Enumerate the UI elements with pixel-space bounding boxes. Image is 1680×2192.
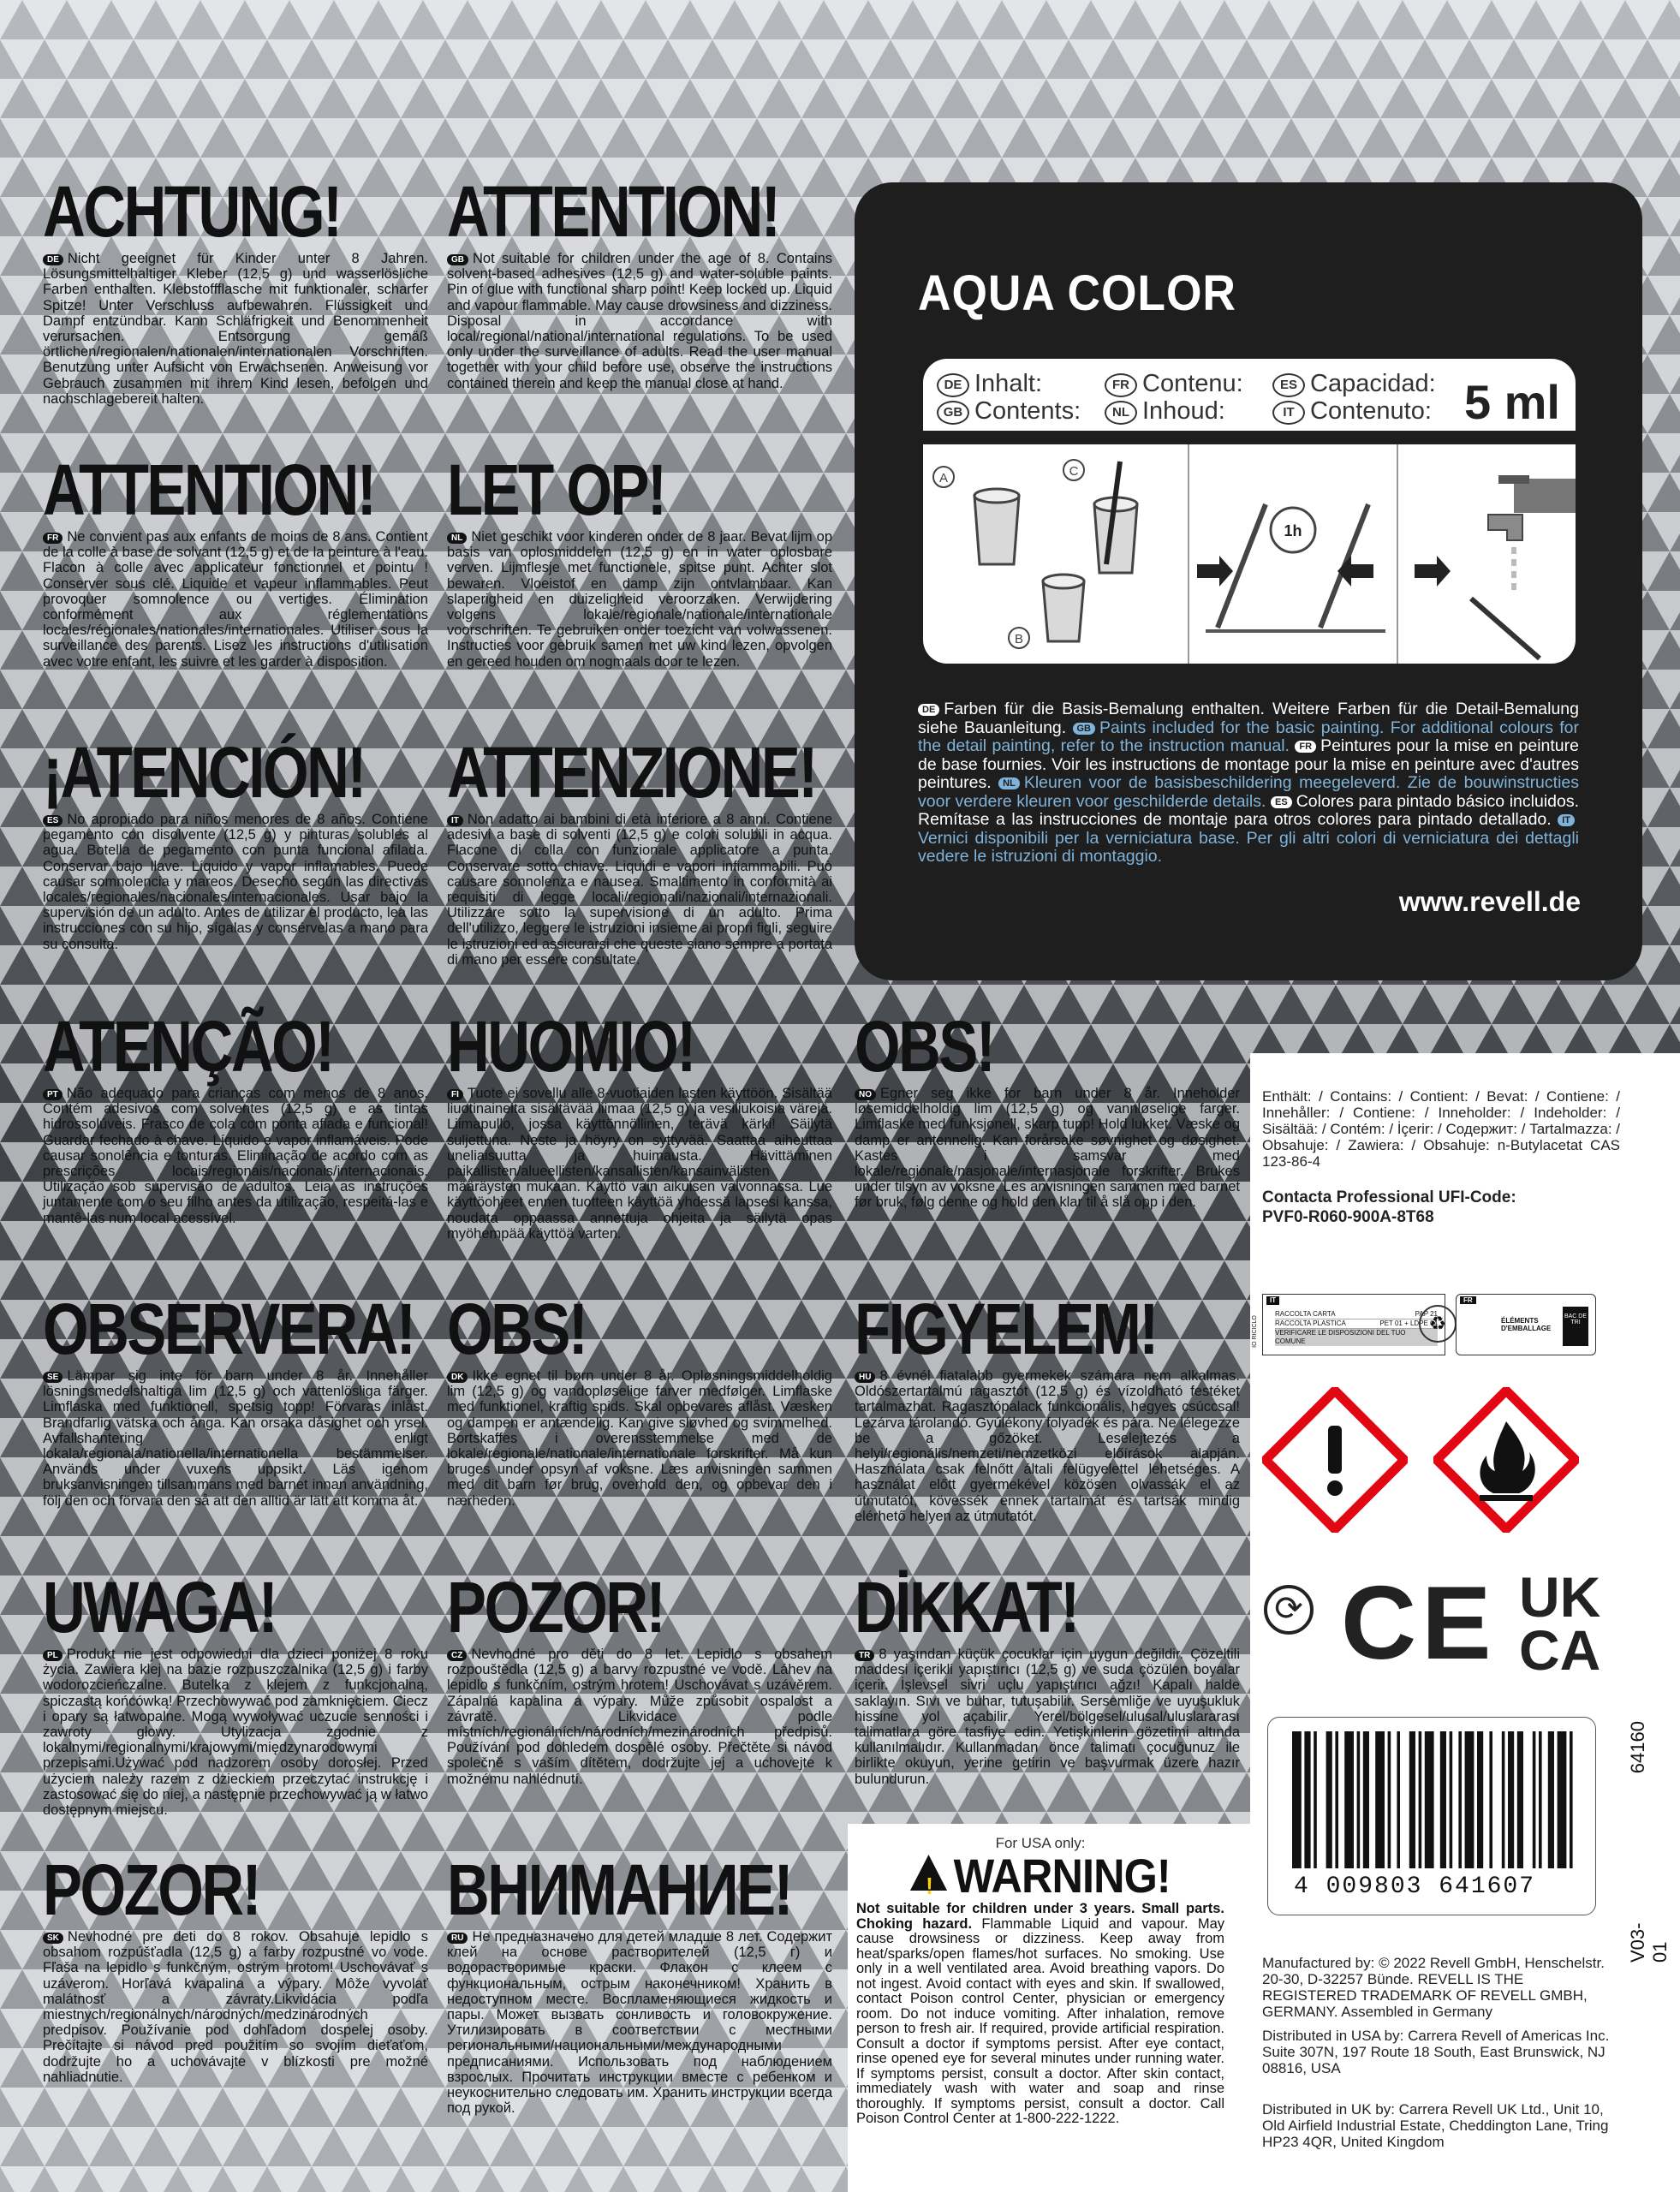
warning-block-dk xyxy=(447,1289,832,1509)
warning-text xyxy=(43,251,428,407)
warning-body: Tuote ei sovellu alle 8-vuotiaiden lasten käyttöön. Sisältää liuotinaineita sisältävää liimaa (12,5 g) ja vesiliukoisia värejä. Liimapullo, jossa käyttönnöllinen, terävä kärki! Säilytä suljettuna. Neste ja höyry on syttyvää. Saattaa aiheuttaa uneliaisuutta ja huimausta. Hävittäminen paikallisten/alueellisten/kansallisten/kansainvälisten määräysten mukaan. Käyttö vain aikuisen valvonnassa. Lue käyttöohjeet ennen tuotteen käyttöä yhdessä lapsesi kanssa, noudata oppaassa annettuja ohjeita ja säilytä opas myöhempää käyttöä varten. xyxy=(447,1086,832,1242)
manufacturer-info: Manufactured by: © 2022 Revell GmbH, Henschelstr. 20-30, D-32257 Bünde. REVELL IS THE REGISTERED TRADEMARK OF REVELL GMBH, GERMANY. Assembled in Germany xyxy=(1262,1955,1605,2020)
language-badge: DE xyxy=(43,254,63,265)
contents-label-fr: FR Contenu: xyxy=(1105,371,1243,397)
language-badge: RU xyxy=(447,1933,468,1944)
distributor-usa: Distributed in USA by: Carrera Revell of Americas Inc. Suite 307N, 197 Route 18 South, East Brunswick, NJ 08816, USA xyxy=(1262,2028,1610,2076)
warning-text xyxy=(447,251,832,391)
warning-block-fi xyxy=(447,1006,832,1242)
warning-body: Non adatto ai bambini di età inferiore a 8 anni. Contiene adesivi a base di solventi (12,5 g) e colori solubili in acqua. Flacone di colla con funzionale applicatore a punta. Conservare sotto chiave. Liquidi e vapori infiammabili. Può causare sonnolenza e nausea. Smaltimento in conformità ai requisiti di legge locali/regionali/nazionali/internazionali. Utilizzare sotto la supervisione di un adulto. Prima dell'utilizzo, leggere le istruzioni insieme ai propri figli, seguire le istruzioni ed assicurarsi che queste siano sempre a portata di mano per essere consultate. xyxy=(447,812,832,968)
warning-body: Nevhodné pro děti do 8 let. Lepidlo s obsahem rozpouštědla (12,5 g) a barvy rozpustné ve vodě. Láhev na lepidlo s funkčním, ostrým hrotem! Uschovávat s uzávěrem. Zápalná kapalina a výpary. Může způsobit ospalost a závratě. Likvidace podle místních/regionálních/národních/mezinárodních předpisů. Používání pod dohledem dospělé osoby. Přečtěte si návod společně s vaším dítětem, dodržujte jej a uchovejte k možnému nahlédnutí. xyxy=(447,1647,832,1787)
warning-text xyxy=(855,1368,1240,1524)
warning-title: ACHTUNG! xyxy=(43,171,341,252)
warning-text xyxy=(43,812,428,952)
ce-mark: CE xyxy=(1341,1564,1497,1681)
language-badge: CZ xyxy=(447,1650,467,1661)
warning-text xyxy=(43,1368,428,1509)
warning-text xyxy=(447,812,832,968)
language-badge: NL xyxy=(447,533,467,544)
warning-block-nl xyxy=(447,450,832,670)
green-dot-icon: ⟳ xyxy=(1264,1585,1314,1635)
warning-title: OBS! xyxy=(855,1006,994,1087)
ufi-label: Contacta Professional UFI-Code: xyxy=(1262,1188,1516,1206)
ghs-flame-icon xyxy=(1433,1387,1579,1533)
warning-text xyxy=(43,1086,428,1226)
language-badge: IT xyxy=(447,815,463,826)
warning-title: OBSERVERA! xyxy=(43,1289,414,1369)
warning-body: 8 yaşından küçük çocuklar için uygun değildir. Çözeltili maddesi içerikli yapıştırıcı (12,5 g) ve suda çözülen boyalar içerir. İşlevsel sivri uçlu yapıştırıcı ağzı! Kapalı halde saklayın. Sıvı ve buhar, tutuşabilir. Sersemliğe ve uyuşukluk hissine yol açabilir. Yerel/bölgesel/ulusal/uluslararası talimatlara göre tasfiye edin. Yetişkinlerin gözetimi altında kullanılmalıdır. Kullanmadan önce talimatı çocuğunuz ile birlikte okuyun, yerine getirin ve başvurmak üzere hazır bulundurun. xyxy=(855,1647,1240,1787)
ufi-code: PVF0-R060-900A-8T68 xyxy=(1262,1208,1434,1226)
warning-block-pt xyxy=(43,1006,428,1226)
warning-block-no xyxy=(855,1006,1240,1211)
warning-title: POZOR! xyxy=(43,1850,260,1930)
barcode xyxy=(1267,1717,1596,1915)
language-badge: FI xyxy=(447,1089,463,1100)
barcode-bars xyxy=(1268,1723,1594,1885)
warning-text xyxy=(855,1647,1240,1787)
contents-label-de: DE Inhalt: xyxy=(937,371,1042,397)
triman-icon: ♻ xyxy=(1419,1305,1457,1343)
contents-label-es: ES Capacidad: xyxy=(1272,371,1436,397)
step-label-a: A xyxy=(938,471,949,485)
paint-note-de: DE Farben für die Basis-Bemalung enthalten. Weitere Farben für die Detail-Bemalung siehe Bauanleitung. xyxy=(918,700,1579,737)
warning-block-pl xyxy=(43,1567,428,1819)
warning-title: OBS! xyxy=(447,1289,587,1369)
warning-title: LET OP! xyxy=(447,450,665,530)
warning-block-fr xyxy=(43,450,428,670)
warning-block-it xyxy=(447,732,832,968)
warning-body: Nevhodné pre deti do 8 rokov. Obsahuje lepidlo s obsahom rozpúšťadla (12,5 g) a farby rozpustné vo vode. Fľaša na lepidlo s funkčným, ostrým hrotom! Uschovávať s uzáverom. Horľavá kvapalina a výpary. Môže vyvolať malátnosť a závraty.Likvidácia podľa miestnych/regionálnych/národných/medzinárodných predpisov. Používanie pod dohľadom dospelej osoby. Prečítajte si návod pred použitím so svojím dieťaťom, dodržujte ho a uchovávajte v blízkosti pre možné nahliadnutie. xyxy=(43,1929,428,2085)
warning-title: ВНИМАНИЕ! xyxy=(447,1850,792,1930)
warning-body: Not suitable for children under the age of 8. Contains solvent-based adhesives (12,5 g) and water-soluble paints. Pin of glue with functional sharp point! Keep locked up. Liquid and vapour flammable. May cause drowsiness and dizziness. Disposal in accordance with local/regional/national/international regulations. To be used only under the surveillance of adults. Read the user manual together with your child before use, observe the instructions contained therein and keep the manual close at hand. xyxy=(447,251,832,391)
warning-body: Egner seg ikke for barn under 8 år. Inneholder løsemiddelholdig lim (12,5 g) og vannløselige farger. Limflaske med funksjonell, skarp tupp! Hold lukket. Væske og damp er antennelig. Kan forårsake søvnighet og døsighet. Kastes i samsvar med lokale/regionale/nasjonale/internasjonale forskrifter. Brukes under tilsyn av voksne. Les anvisningen sammen med barnet før bruk, følg denne og hold den klar til å slå opp i den. xyxy=(855,1086,1240,1211)
language-badge: PL xyxy=(43,1650,63,1661)
paint-note-fr: FR Peintures pour la mise en peinture de base fournies. Voir les instructions de montage pour la mise en peinture avec d'autres peintures. xyxy=(918,736,1579,792)
warning-text xyxy=(447,1929,832,2116)
warning-title: ATTENTION! xyxy=(447,171,779,252)
usage-steps-illustration xyxy=(923,444,1576,664)
warning-text xyxy=(855,1086,1240,1211)
language-badge: ES xyxy=(43,815,63,826)
paint-note-nl: NL Kleuren voor de basisbeschildering meegeleverd. Zie de bouwinstructies voor verdere kleuren voor geschilderde details. xyxy=(918,773,1579,811)
contents-label-gb: GB Contents: xyxy=(937,398,1081,425)
recycling-label-it: IT IO RICICLO RACCOLTA CARTA PAP 21 RACCOLTA PLASTICA PET 01 + LDPE 04 VERIFICARE LE DISPOSIZIONI DEL TUO COMUNE xyxy=(1262,1294,1445,1355)
warning-block-sk xyxy=(43,1850,428,2085)
warning-block-es xyxy=(43,732,428,952)
warning-block-cz xyxy=(447,1567,832,1787)
usa-warning: For USA only: ! WARNING! Not suitable for children under 3 years. Small parts. Choking hazard. Flammable Liquid and vapour. May cause drowsiness or dizziness. Keep away from heat/sparks/open flames/hot surfaces. No smoking. Use only in a well ventilated area. Avoid breathing vapors. Do not ingest. Avoid contact with eyes and skin. If swallowed, contact Poison control Center, physician or emergency room. Do not induce vomiting. After inhalation, remove person to fresh air. If required, provide artificial respiration. Consult a doctor if symptoms persist. After eye contact, rinse opened eye for several minutes under running water. If symptoms persist, consult a doctor. After skin contact, immediately wash with water and soap and rinse thoroughly. If symptoms persist, consult a doctor. Call Poison Control Center at 1-800-222-1222. xyxy=(856,1835,1224,2126)
step-label-c: C xyxy=(1069,464,1079,479)
warning-text xyxy=(43,529,428,670)
ukca-mark: UK CA xyxy=(1519,1565,1601,1682)
warning-body: Не предназначено для детей младше 8 лет. Содержит клей на основе растворителей (12,5 г) и водорастворимые краски. Флакон с клеем с функциональным, острым наконечником! Хранить в недоступном месте. Воспламеняющиеся жидкость и пары. Может вызвать сонливость и головокружение. Утилизировать в соответствии с местными региональными/национальными/международными предписаниями. Использовать под наблюдением взрослых. Прочитать инструкции вместе с ребенком и неукоснительно следовать им. Хранить инструкции всегда под рукой. xyxy=(447,1929,832,2117)
warning-body: Não adequado para crianças com menos de 8 anos. Contém adesivos com solventes (12,5 g) e as tintas hidrossolúveis. Frasco de cola com ponta afiada e funcional! Guardar fechado à chave. Líquido e vapor inflamáveis. Pode causar sonolência e tonturas. Eliminação de acordo com as prescrições locais/regionais/nacionais/internacionais. Utilização sob supervisão de adultos. Leia as instruções juntamente com o seu filho antes da utilização, respeitá-las e mantê-las num local acessível. xyxy=(43,1086,428,1226)
water-tap-icon xyxy=(1415,475,1576,658)
ghs-exclamation-icon xyxy=(1262,1387,1408,1533)
contents-box xyxy=(923,359,1576,431)
dry-time-label: 1h xyxy=(1284,522,1302,539)
warning-title: UWAGA! xyxy=(43,1567,277,1647)
warning-block-gb xyxy=(447,171,832,391)
warning-body: Niet geschikt voor kinderen onder de 8 jaar. Bevat lijm op basis van oplosmiddelen (12,5 g) en in water oplosbare verven. Lijmflesje met functionele, spitse punt. Achter slot bewaren. Vloeistof en damp zijn ontvlambaar. Kan slaperigheid en duizeligheid veroorzaken. Verwijdering volgens lokale/regionale/nationale/internationale voorschriften. Te gebruiken onder toezicht van volwassenen. Instructies voor gebruik samen met uw kind lezen, opvolgen en gereed houden om nogmaals door te lezen. xyxy=(447,529,832,670)
language-badge: HU xyxy=(855,1372,875,1383)
warning-title: ¡ATENCIÓN! xyxy=(43,732,365,813)
warning-body: 8 évnél fiatalabb gyermekek számára nem alkalmas. Oldószertartalmú ragasztót (12,5 g) és vízoldható festéket tartalmazhat. Ragasztópalack funkcionális, hegyes csúccsal! Lezárva tárolandó. Gyúlékony folyadék és pára. Ne lélegezze be a gőzöket. Leselejtezés a helyi/regionális/nemzeti/nemzetközi előírások alapján. Használata csak felnőtt általi felügyelettel lehetséges. A használat előtt gyermekével közösen olvassák el az útmutatót, kövessék ennek tartalmát és tartsák mindig elérhető helyen az útmutatót. xyxy=(855,1368,1240,1524)
language-badge: NO xyxy=(855,1089,876,1100)
distributor-uk: Distributed in UK by: Carrera Revell UK Ltd., Unit 10, Old Airfield Industrial Estate, Cheddington Lane, Tring HP23 4QR, United Kingdom xyxy=(1262,2101,1609,2150)
step-label-b: B xyxy=(1014,632,1024,646)
warning-text xyxy=(447,1086,832,1242)
warning-title: ATENÇÃO! xyxy=(43,1006,333,1087)
usa-warning-title: ! WARNING! xyxy=(875,1852,1206,1900)
contents-label-it: IT Contenuto: xyxy=(1272,398,1432,425)
warning-text xyxy=(43,1647,428,1818)
recycling-bin-icon: BAC DE TRI xyxy=(1563,1307,1588,1346)
language-badge: FR xyxy=(43,533,63,544)
warning-title: HUOMIO! xyxy=(447,1006,694,1087)
warning-block-hu xyxy=(855,1289,1240,1524)
article-number: 64160 xyxy=(1627,1721,1648,1774)
language-badge: SK xyxy=(43,1933,63,1944)
warning-text xyxy=(447,1368,832,1509)
paint-pot-icon xyxy=(974,462,1137,641)
language-badge: SE xyxy=(43,1372,63,1383)
website-link[interactable]: www.revell.de xyxy=(1398,886,1581,917)
volume: 5 ml xyxy=(1463,375,1560,429)
recycling-label-fr: FR ♻ ÉLÉMENTS D'EMBALLAGE BAC DE TRI xyxy=(1456,1294,1596,1355)
warning-title: ATTENZIONE! xyxy=(447,732,816,813)
warning-title: FIGYELEM! xyxy=(855,1289,1157,1369)
warning-text xyxy=(43,1929,428,2085)
product-panel xyxy=(855,182,1642,980)
warning-title: POZOR! xyxy=(447,1567,664,1647)
warning-title: ATTENTION! xyxy=(43,450,375,530)
warning-body: Ikke egnet til børn under 8 år. Opløsningsmiddelholdig lim (12,5 g) og vandopløselige farver medfølger. Limflaske med funktionel, kraftig spids. Skal opbevares aflåst. Væsken og dampen er antændelig. Kan give sløvhed og svimmelhed. Bortskaffes i overensstemmelse med de lokale/regionale/nationale/internationale forskrifter. Må kun bruges under opsyn af voksne. Læs anvisningen sammen med dit barn før brug, overhold den, og opbevar den i nærheden. xyxy=(447,1368,832,1509)
contents-label-nl: NL Inhoud: xyxy=(1105,398,1225,425)
language-badge: PT xyxy=(43,1089,63,1100)
warning-text xyxy=(447,529,832,670)
ingredients-text: Enthält: / Contains: / Contient: / Bevat: / Contiene: / Innehåller: / Contiene: / Inneholder: / Indeholder: / Sisältää: / Contém: / İçerir: / Содержит: / Tartalmazza: / Obsahuje: / Zawiera: / Obsahuje: n-Butylacetat CAS 123-86-4 xyxy=(1262,1088,1621,1170)
warning-body: Ne convient pas aux enfants de moins de 8 ans. Contient de la colle à base de solvant (12,5 g) et de la peinture à l'eau. Flacon à colle avec applicateur fonctionnel et pointu ! Conserver sous clé. Liquide et vapeur inflammables. Peut provoquer somnolence ou vertiges. Élimination conformément aux réglementations locales/régionales/nationales/internationales. Utiliser sous la surveillance des parents. Lisez les instructions d'utilisation avec votre enfant, les suivre et les garder à disposition. xyxy=(43,529,428,670)
warning-block-de xyxy=(43,171,428,407)
warning-triangle-icon: ! xyxy=(910,1855,947,1891)
paint-note-gb: GB Paints included for the basic painting. For additional colours for the detail painting, refer to the instruction manual. xyxy=(918,718,1579,755)
warning-block-se xyxy=(43,1289,428,1509)
language-badge: GB xyxy=(447,254,468,265)
warning-body: No apropiado para niños menores de 8 años. Contiene pegamento con disolvente (12,5 g) y pinturas solubles al agua. Botella de pegamento con punta funcional afilada. Conservar bajo llave. Líquido y vapor inflamables. Puede causar somnolencia y mareos. Desecho según las directivas locales/regionales/nacionales/internacionales. Usar bajo la supervisión de un adulto. Antes de utilizar el producto, lea las instrucciones con su hijo, sígalas y consérvelas a mano para su consulta. xyxy=(43,812,428,952)
warning-body: Lämpar sig inte för barn under 8 år. Innehåller lösningsmedelshaltiga lim (12,5 g) och vattenlösliga färger. Limflaska med funktionell, spetsig topp! Förvaras inlåst. Brandfarlig vätska och ånga. Kan orsaka dåsighet och yrsel. Avfallshantering enligt lokala/regionala/nationella/internationella bestämmelser. Används under vuxens uppsikt. Läs igenom bruksanvisningen tillsammans med barnet innan användning, följ den och förvara den så att den alltid är lätt att komma åt. xyxy=(43,1368,428,1509)
version-code: V03-01 xyxy=(1627,1922,1671,1963)
language-badge: DK xyxy=(447,1372,468,1383)
barcode-digits: 4 009803 641607 xyxy=(1294,1873,1536,1900)
paint-note-es: ES Colores para pintado básico incluidos. Remítase a las instrucciones de montaje para otros colores para pintado detallado. xyxy=(918,791,1580,829)
paint-notes xyxy=(918,700,1579,867)
brush-icon xyxy=(1197,504,1385,631)
warning-text xyxy=(447,1647,832,1787)
warning-block-tr xyxy=(855,1567,1240,1787)
warning-body: Nicht geeignet für Kinder unter 8 Jahren. Lösungsmittelhaltiger Kleber (12,5 g) und wasserlösliche Farben enthalten. Klebstoffflasche mit funktionaler, scharfer Spitze! Unter Verschluss aufbewahren. Flüssigkeit und Dampf entzündbar. Kann Schläfrigkeit und Benommenheit verursachen. Entsorgung gemäß örtlichen/regionalen/nationalen/internationalen Vorschriften. Benutzung unter Aufsicht von Erwachsenen. Anweisung vor Gebrauch zusammen mit ihrem Kind lesen, befolgen und nachschlagebereit halten. xyxy=(43,251,428,407)
language-badge: TR xyxy=(855,1650,874,1661)
warning-body: Produkt nie jest odpowiedni dla dzieci poniżej 8 roku życia. Zawiera klej na bazie rozpuszczalnika (12,5 g) i farby wodorozcieńczalne. Butelka z klejem z funkcjonalną, spiczastą końcówką! Przechowywać pod zamknięciem. Ciecz i opary są łatwopalne. Mogą wywoływać uczucie senności i zawroty głowy. Utylizacja zgodnie z lokalnymi/regionalnymi/krajowymi/międzynarodowymi przepisami.Używać pod nadzorem osoby dorosłej. Przed użyciem należy razem z dzieckiem przeczytać instrukcję i zastosować się do niej, a następnie przechowywać ją w łatwo dostępnym miejscu. xyxy=(43,1647,428,1819)
product-name: AQUA COLOR xyxy=(918,265,1236,321)
warning-block-ru xyxy=(447,1850,832,2117)
warning-title: DİKKAT! xyxy=(855,1567,1078,1647)
paint-note-it: ITVernici disponibili per la verniciatura base. Per gli altri colori di verniciatura dei dettagli vedere le istruzioni di montaggio. xyxy=(918,815,1579,866)
